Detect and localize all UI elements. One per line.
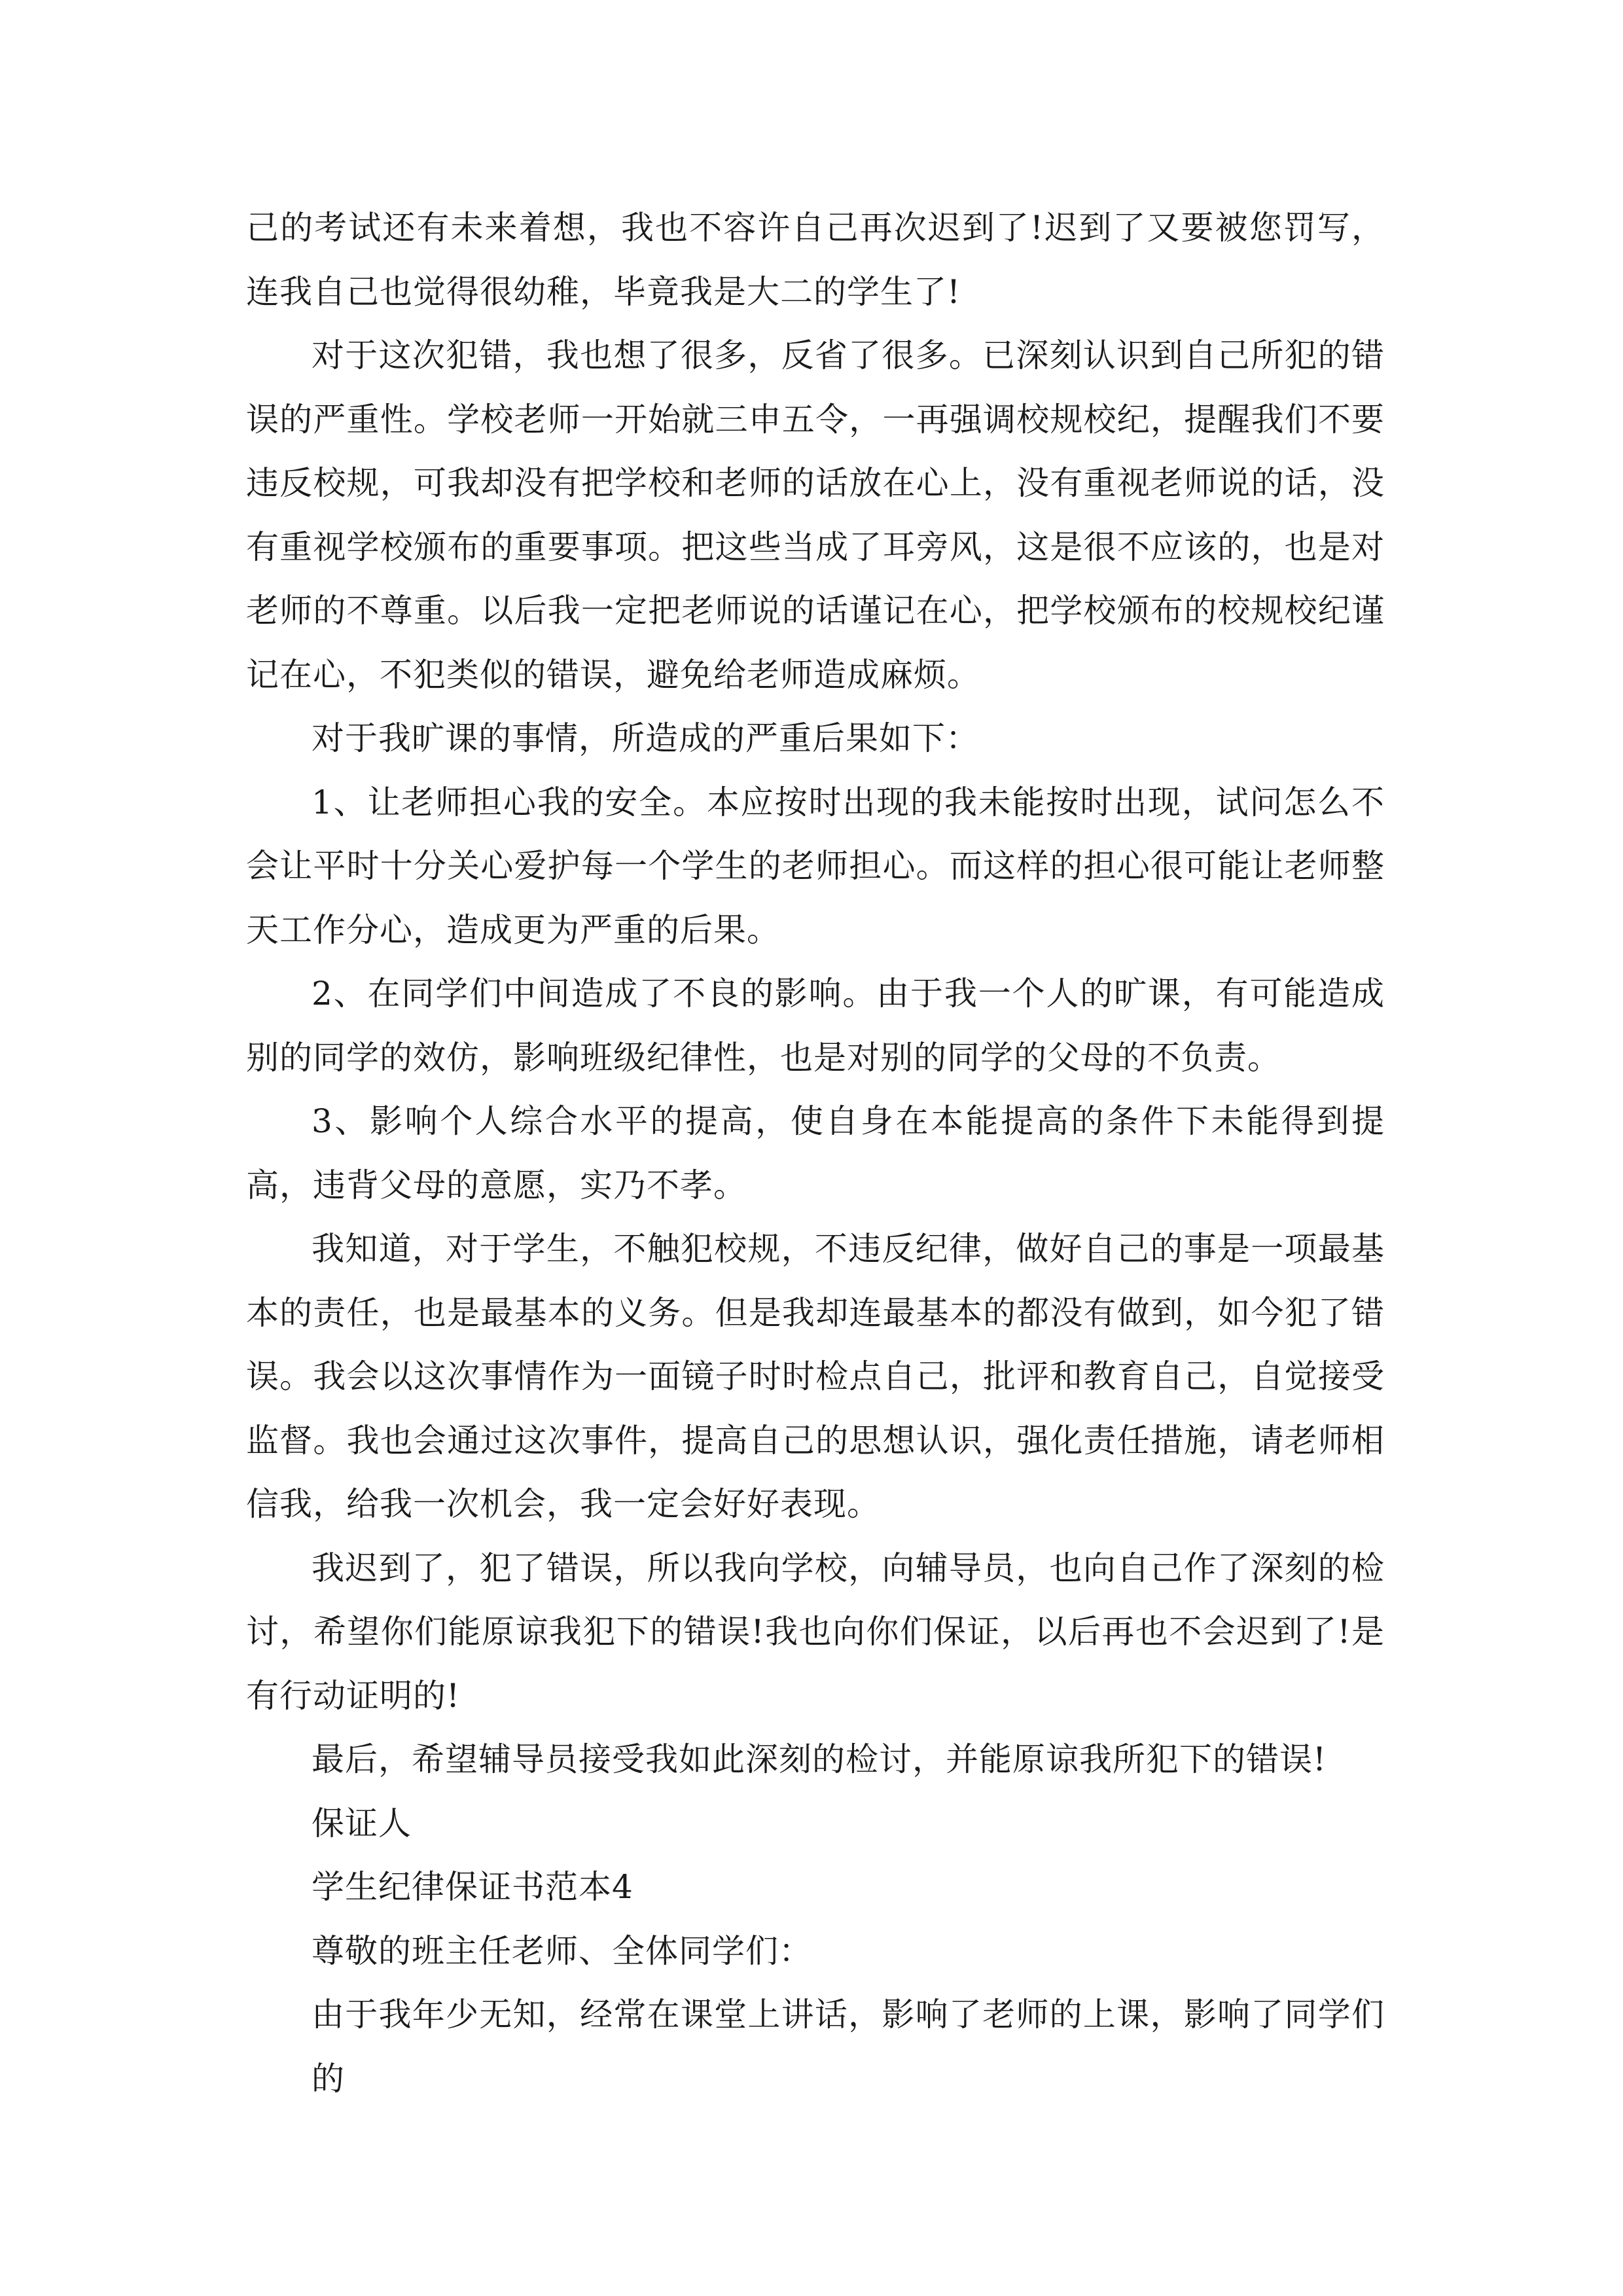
paragraph-consequence-2: 2、在同学们中间造成了不良的影响。由于我一个人的旷课，有可能造成别的同学的效仿，影响班级纪律性，也是对别的同学的父母的不负责。 bbox=[246, 975, 1385, 1077]
paragraph-closing: 最后，希望辅导员接受我如此深刻的检讨，并能原谅我所犯下的错误! bbox=[312, 1740, 1327, 1778]
paragraph-consequence-1: 1、让老师担心我的安全。本应按时出现的我未能按时出现，试问怎么不会让平时十分关心爱护每一个学生的老师担心。而这样的担心很可能让老师整天工作分心，造成更为严重的后果。 bbox=[246, 783, 1385, 949]
paragraph-opening: 由于我年少无知，经常在课堂上讲话，影响了老师的上课，影响了同学们的 bbox=[312, 1996, 1385, 2098]
paragraph-continuation: 己的考试还有未来着想，我也不容许自己再次迟到了!迟到了又要被您罚写，连我自己也觉得很幼稚，毕竟我是大二的学生了! bbox=[246, 209, 1385, 311]
paragraph-consequence-3: 3、影响个人综合水平的提高，使自身在本能提高的条件下未能得到提高，违背父母的意愿，实乃不孝。 bbox=[246, 1102, 1385, 1204]
paragraph-reflection: 对于这次犯错，我也想了很多，反省了很多。已深刻认识到自己所犯的错误的严重性。学校老师一开始就三申五令，一再强调校规校纪，提醒我们不要违反校规，可我却没有把学校和老师的话放在心上，没有重视老师说的话，没有重视学校颁布的重要事项。把这些当成了耳旁风，这是很不应该的，也是对老师的不尊重。以后我一定把老师说的话谨记在心，把学校颁布的校规校纪谨记在心，不犯类似的错误，避免给老师造成麻烦。 bbox=[246, 336, 1385, 694]
paragraph-consequences-intro: 对于我旷课的事情，所造成的严重后果如下： bbox=[312, 719, 979, 757]
paragraph-apology: 我迟到了，犯了错误，所以我向学校，向辅导员，也向自己作了深刻的检讨，希望你们能原谅我犯下的错误!我也向你们保证，以后再也不会迟到了!是有行动证明的! bbox=[246, 1549, 1385, 1715]
signature-label: 保证人 bbox=[312, 1804, 412, 1842]
section-heading: 学生纪律保证书范本4 bbox=[312, 1868, 633, 1906]
document-body bbox=[246, 196, 1385, 2111]
salutation: 尊敬的班主任老师、全体同学们： bbox=[312, 1931, 812, 1970]
paragraph-responsibility: 我知道，对于学生，不触犯校规，不违反纪律，做好自己的事是一项最基本的责任，也是最基本的义务。但是我却连最基本的都没有做到，如今犯了错误。我会以这次事情作为一面镜子时时检点自己，批评和教育自己，自觉接受监督。我也会通过这次事件，提高自己的思想认识，强化责任措施，请老师相信我，给我一次机会，我一定会好好表现。 bbox=[246, 1230, 1385, 1523]
